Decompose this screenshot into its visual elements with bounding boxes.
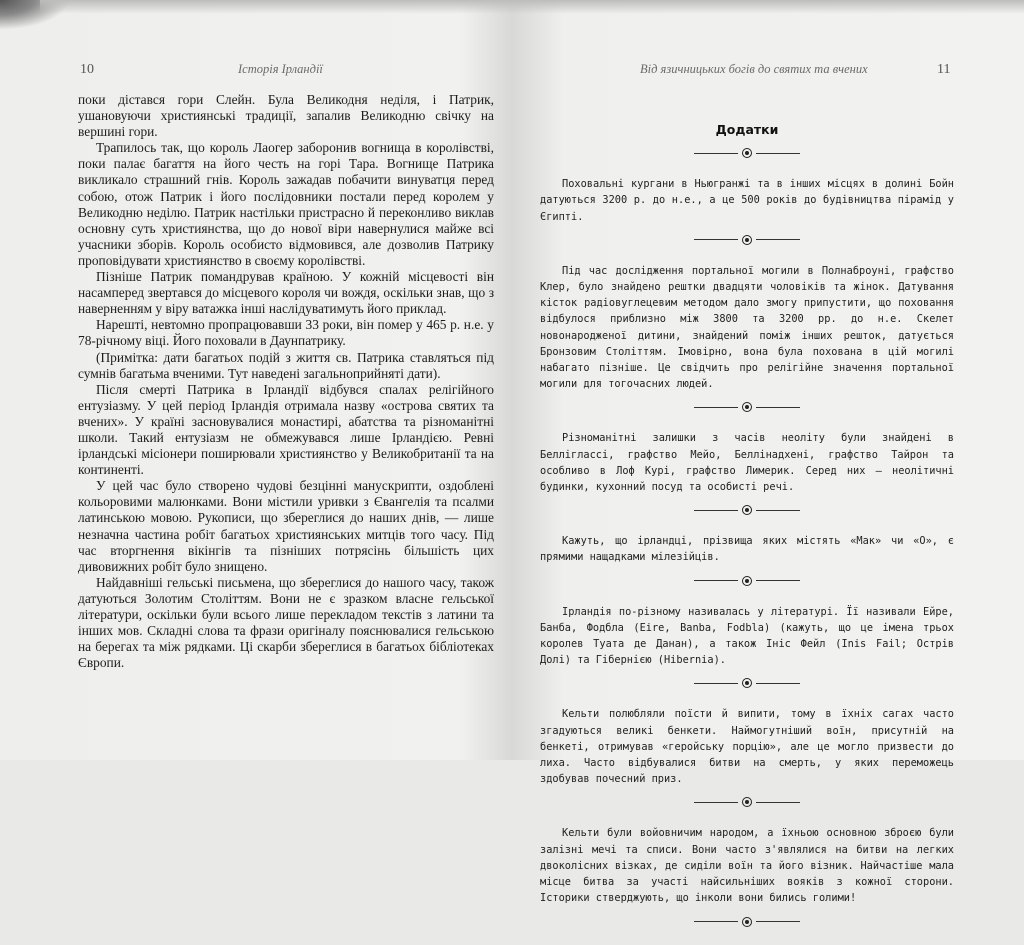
divider-line — [756, 153, 800, 154]
spiral-ornament-icon — [742, 148, 752, 158]
divider-line — [694, 683, 738, 684]
spiral-ornament-icon — [742, 797, 752, 807]
appendix-section — [540, 122, 954, 945]
divider-line — [756, 802, 800, 803]
appendix-entry: Різноманітні залишки з часів неоліту були знайдені в Белліглассі, графство Мейо, Беллінадхені, графство Тайрон та особливо в Лоф Курі, графство Лимерик. Серед них — неолітичні будинки, кухонний посуд та особисті речі. — [540, 432, 954, 494]
divider-line — [756, 407, 800, 408]
ornament-divider — [540, 398, 954, 416]
left-page-number: 10 — [80, 62, 94, 77]
body-paragraph: Після смерті Патрика в Ірландії відбувся спалах релігійного ентузіазму. У цей період Ірландія отримала назву «острова святих та вчених». У країні засновувалися монастирі, абатства та різноманітні школи. Такий ентузіазм не обмежувався лише Ірландією. Ревні ірландські місіонери поширювали християнство у Великобританії та на континенті. — [78, 381, 494, 478]
divider-line — [694, 407, 738, 408]
spiral-ornament-icon — [742, 576, 752, 586]
body-paragraph: У цей час було створено чудові безцінні манускрипти, оздоблені кольоровими малюнками. Вони містили уривки з Євангелія та псалми латинською мовою. Рукописи, що збереглися до наших днів, — лише незначна частина робіт багатьох християнських митців того часу. Під час вторгнення вікінгів та пізніших потрясінь більшість цих дивовижних робіт було знищено. — [78, 478, 494, 574]
left-running-head: Історія Ірландії — [238, 62, 323, 76]
divider-line — [694, 510, 738, 511]
divider-line — [756, 921, 800, 922]
divider-line — [694, 802, 738, 803]
body-paragraph: поки дістався гори Слейн. Була Великодня неділя, і Патрик, ушановуючи християнські традиції, запалив Великодню свічку на вершині гори. — [78, 92, 494, 140]
appendix-entry: Під час дослідження портальної могили в Полнаброуні, графство Клер, було знайдено рештки двадцяти чоловіків та жінок. Датування кісток радіовуглецевим методом дало змогу припустити, що поховання відбулося приблизно між 3800 та 3200 рр. до н.е. Скелет новонародженої дитини, знайдений поміж інших решток, датується Бронзовим Століттям. Імовірно, вона була похована в цій могилі набагато пізніше. Це свідчить про релігійне значення портальної могили для тогочасних людей. — [540, 264, 954, 391]
divider-line — [756, 239, 800, 240]
ornament-divider — [540, 913, 954, 931]
spiral-ornament-icon — [742, 917, 752, 927]
body-paragraph: Найдавніші гельські письмена, що збереглися до нашого часу, також датуються Золотим Століттям. Вони не є зразком власне гельської літератури, оскільки були всього лише перекладом текстів з латини та інших мов. Складні слова та фрази оригіналу пояснювалися гельською на берегах та між рядками. Ці скарби збереглися в багатьох бібліотеках Європи. — [78, 574, 494, 671]
appendix-entry: Кельти були войовничим народом, а їхньою основною зброєю були залізні мечі та списи. Вони часто з'являлися на битви на легких двоколісних візках, де сиділи воїн та його візник. Найчастіше мала місце битва за участі найсильніших вояків з кожної сторони. Історики стверджують, що інколи вони бились голими! — [540, 827, 954, 905]
divider-line — [694, 921, 738, 922]
appendix-entry: Кажуть, що ірландці, прізвища яких містять «Мак» чи «О», є прямими нащадками мілезійців. — [540, 535, 954, 564]
divider-line — [694, 153, 738, 154]
left-page — [0, 0, 512, 760]
ornament-divider — [540, 572, 954, 590]
appendix-entry: Кельти полюбляли поїсти й випити, тому в їхніх сагах часто згадуються великі бенкети. Наймогутніший воїн, присутній на бенкеті, отримував «геройську порцію», але це могло призвести до лиха. Часто відбувалися битви на смерть, у яких переможець здобував почесний приз. — [540, 708, 954, 786]
right-running-head: Від язичницьких богів до святих та вчених — [640, 62, 868, 76]
divider-line — [694, 580, 738, 581]
ornament-divider — [540, 674, 954, 692]
spiral-ornament-icon — [742, 402, 752, 412]
ornament-divider — [540, 501, 954, 519]
appendix-heading: Додатки — [715, 122, 779, 137]
left-body-text — [78, 92, 494, 671]
ornament-divider — [540, 144, 954, 162]
ornament-divider — [540, 231, 954, 249]
body-paragraph: (Примітка: дати багатьох подій з життя св. Патрика ставляться під сумнів багатьма вченими. Тут наведені загальноприйняті дати). — [78, 349, 494, 381]
divider-line — [756, 510, 800, 511]
ornament-divider — [540, 793, 954, 811]
divider-line — [756, 683, 800, 684]
spiral-ornament-icon — [742, 505, 752, 515]
body-paragraph: Пізніше Патрик помандрував країною. У кожній місцевості він насамперед звертався до місцевого короля чи вождя, оскільки знав, що з наверненням у віру ватажка інші наслідуватимуть його приклад. — [78, 269, 494, 317]
spiral-ornament-icon — [742, 235, 752, 245]
appendix-entry: Ірландія по-різному називалась у літературі. Її називали Ейре, Банба, Фодбла (Eire, Banba, Fodbla) (кажуть, що це імена трьох королев Туата де Данан), а також Ініс Фейл (Inis Fail; Острів Долі) та Гібернією (Hibernia). — [540, 605, 954, 667]
divider-line — [756, 580, 800, 581]
body-paragraph: Нарешті, невтомно пропрацювавши 33 роки, він помер у 465 р. н.е. у 78-річному віці. Його поховали в Даунпатрику. — [78, 317, 494, 349]
right-page-number: 11 — [937, 62, 951, 77]
spiral-ornament-icon — [742, 678, 752, 688]
body-paragraph: Трапилось так, що король Лаогер заборонив вогнища в королівстві, поки палає багаття на його честь на горі Тара. Вогнище Патрика викликало страшний гнів. Король зажадав побачити винуватця перед собою, отож Патрик і його послідовники постали перед королем у Великодню неділю. Патрик настільки пристрасно й переконливо виклав основну суть християнства, що до нової віри навернулися майже всі учасники зборів. Король особисто відмовився, але дозволив Патрику проповідувати християнство в своєму королівстві. — [78, 140, 494, 268]
divider-line — [694, 239, 738, 240]
appendix-entry: Поховальні кургани в Ньюгранжі та в інших місцях в долині Бойн датуються 3200 р. до н.е., а це 500 років до будівництва пірамід у Єгипті. — [540, 178, 954, 223]
